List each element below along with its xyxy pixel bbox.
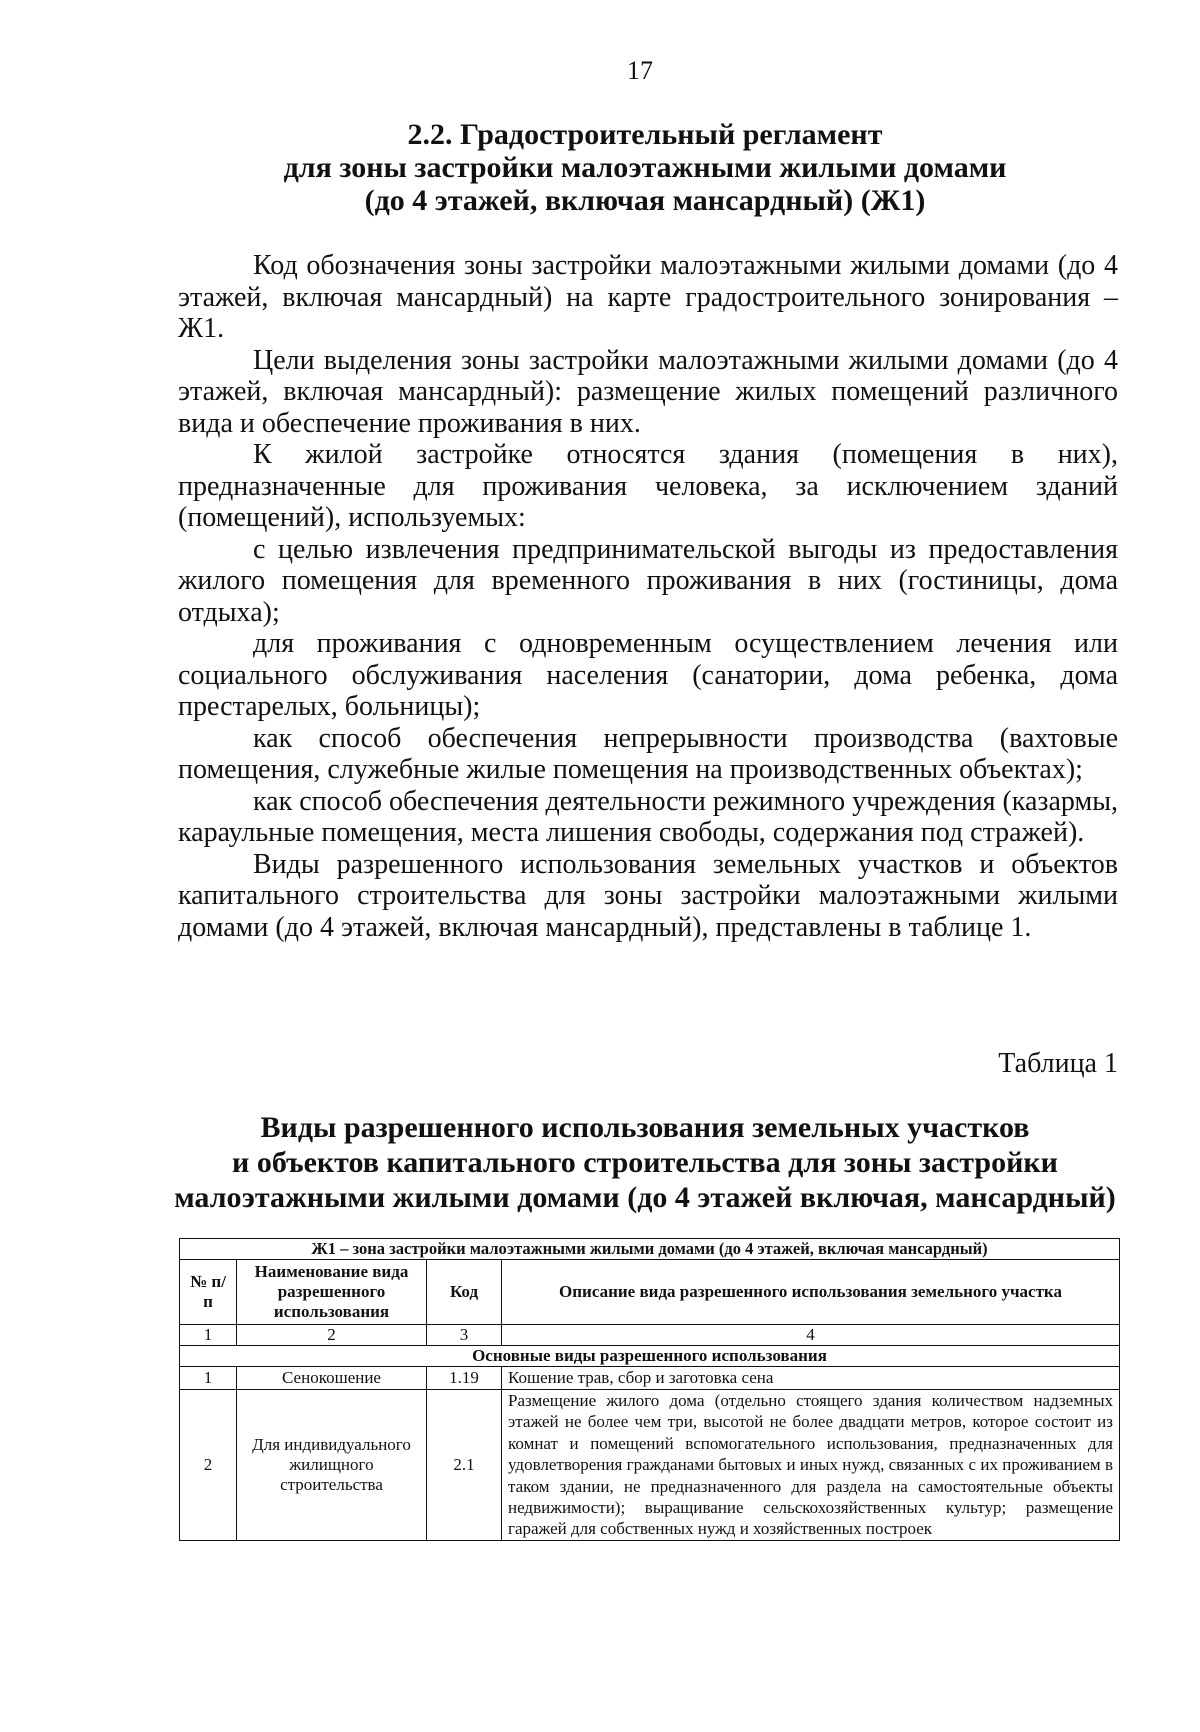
column-header-num: № п/п — [180, 1260, 237, 1325]
group-header: Основные виды разрешенного использования — [180, 1346, 1120, 1367]
column-number-row — [180, 1325, 1120, 1346]
group-header-row — [180, 1346, 1120, 1367]
paragraph: как способ обеспечения деятельности режимного учреждения (казармы, караульные помещения, места лишения свободы, содержания под стражей). — [178, 785, 1118, 848]
paragraph: К жилой застройке относятся здания (помещения в них), предназначенные для проживания человека, за исключением зданий (помещений), используемых: — [178, 439, 1118, 533]
table-title-line: малоэтажными жилыми домами (до 4 этажей включая, мансардный) — [174, 1181, 1116, 1214]
table-title-line: Виды разрешенного использования земельных участков — [260, 1111, 1030, 1144]
paragraph: с целью извлечения предпринимательской выгоды из предоставления жилого помещения для временного проживания в них (гостиницы, дома отдыха); — [178, 533, 1118, 628]
row-num: 2 — [180, 1390, 237, 1541]
paragraph: Код обозначения зоны застройки малоэтажными жилыми домами (до 4 этажей, включая мансардный) на карте градостроительного зонирования – Ж1. — [178, 250, 1118, 344]
table-label: Таблица 1 — [998, 1048, 1118, 1079]
column-number: 1 — [180, 1325, 237, 1346]
column-header-name: Наименование вида разрешенного использования — [237, 1260, 427, 1325]
row-description: Размещение жилого дома (отдельно стоящего здания количеством надземных этажей не более чем три, высотой не более двадцати метров, которое состоит из комнат и помещений вспомогательного использования, предназначенных для удовлетворения гражданами бытовых и иных нужд, связанных с их проживанием в таком здании, не предназначенного для раздела на самостоятельные объекты недвижимости); выращивание сельскохозяйственных культур; размещение гаражей для собственных нужд и хозяйственных построек — [502, 1390, 1120, 1541]
page-number: 17 — [627, 56, 653, 85]
column-number: 3 — [427, 1325, 502, 1346]
table-title-line: и объектов капитального строительства для зоны застройки — [232, 1146, 1058, 1179]
row-name: Сенокошение — [237, 1367, 427, 1390]
row-num: 1 — [180, 1367, 237, 1390]
column-number: 2 — [237, 1325, 427, 1346]
body-text — [178, 250, 1118, 943]
section-title-line: (до 4 этажей, включая мансардный) (Ж1) — [364, 184, 926, 217]
paragraph: Виды разрешенного использования земельных участков и объектов капитального строительства для зоны застройки малоэтажными жилыми домами (до 4 этажей, включая мансардный), представлены в таблице 1. — [178, 848, 1118, 943]
section-title-line: 2.2. Градостроительный регламент — [407, 118, 883, 151]
column-header-code: Код — [427, 1260, 502, 1325]
zone-header: Ж1 – зона застройки малоэтажными жилыми домами (до 4 этажей, включая мансардный) — [180, 1239, 1120, 1260]
paragraph: Цели выделения зоны застройки малоэтажными жилыми домами (до 4 этажей, включая мансардный): размещение жилых помещений различного вида и обеспечение проживания в них. — [178, 344, 1118, 439]
column-number: 4 — [502, 1325, 1120, 1346]
table-row — [180, 1390, 1120, 1541]
column-header-description: Описание вида разрешенного использования земельного участка — [502, 1260, 1120, 1325]
section-title-line: для зоны застройки малоэтажными жилыми домами — [283, 151, 1007, 184]
table-title — [170, 1110, 1120, 1215]
row-code: 1.19 — [427, 1367, 502, 1390]
section-title — [170, 118, 1120, 217]
column-header-row — [180, 1260, 1120, 1325]
row-code: 2.1 — [427, 1390, 502, 1541]
permitted-use-table — [179, 1238, 1120, 1541]
paragraph: как способ обеспечения непрерывности производства (вахтовые помещения, служебные жилые помещения на производственных объектах); — [178, 722, 1118, 785]
paragraph: для проживания с одновременным осуществлением лечения или социального обслуживания населения (санатории, дома ребенка, дома престарелых, больницы); — [178, 628, 1118, 722]
row-description: Кошение трав, сбор и заготовка сена — [502, 1367, 1120, 1390]
zone-header-row — [180, 1239, 1120, 1260]
row-name: Для индивидуального жилищного строительства — [237, 1390, 427, 1541]
table-row — [180, 1367, 1120, 1390]
